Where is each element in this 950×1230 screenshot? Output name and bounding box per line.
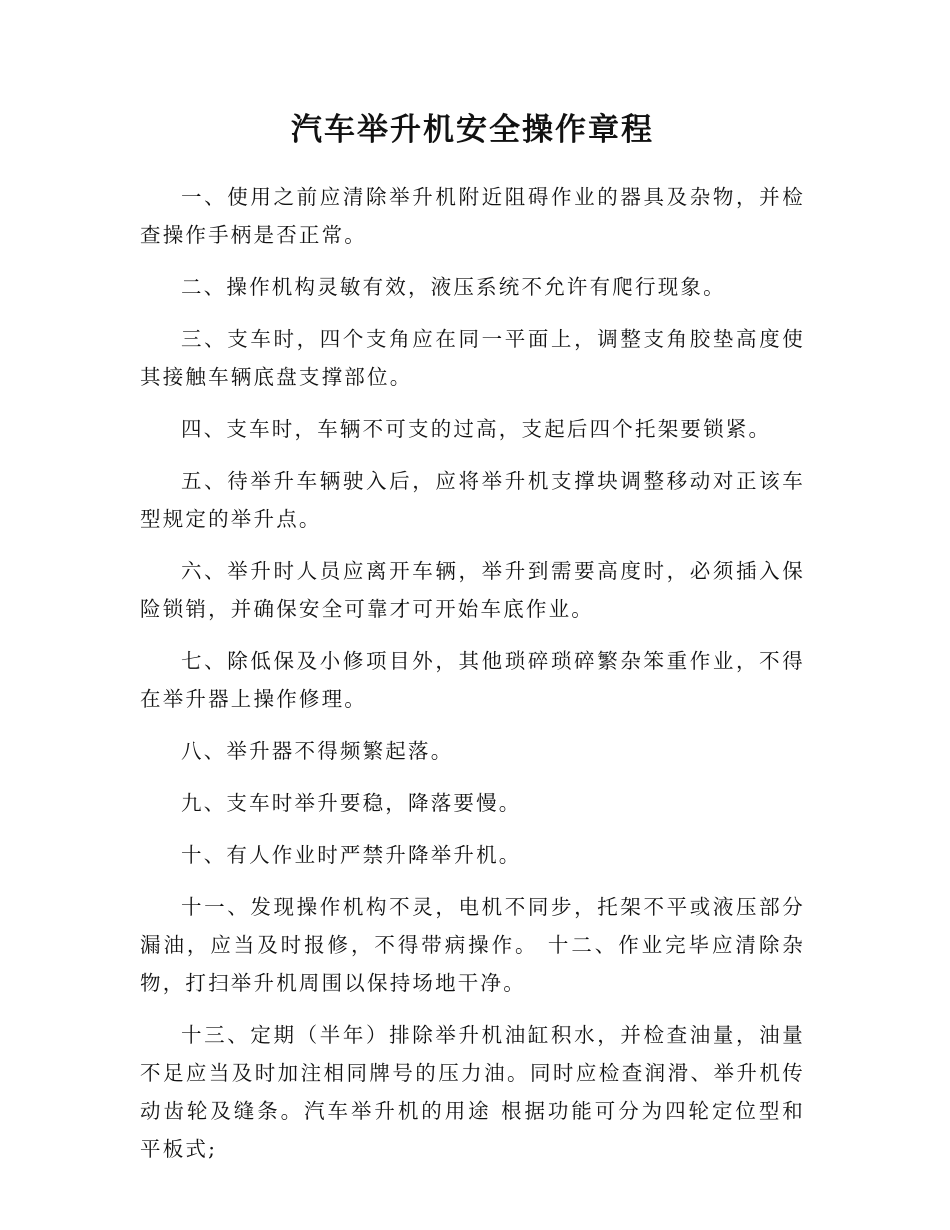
- paragraph-7: 七、除低保及小修项目外，其他琐碎琐碎繁杂笨重作业，不得在举升器上操作修理。: [140, 649, 805, 711]
- paragraph-10: 十、有人作业时严禁升降举升机。: [181, 843, 522, 867]
- paragraph-5: 五、待举升车辆驶入后，应将举升机支撑块调整移动对正该车型规定的举升点。: [140, 469, 805, 531]
- document-title: 汽车举升机安全操作章程: [291, 112, 654, 148]
- paragraph-1: 一、使用之前应清除举升机附近阻碍作业的器具及杂物，并检查操作手柄是否正常。: [140, 185, 805, 247]
- paragraph-3: 三、支车时，四个支角应在同一平面上，调整支角胶垫高度使其接触车辆底盘支撑部位。: [140, 327, 805, 389]
- paragraph-4: 四、支车时，车辆不可支的过高，支起后四个托架要锁紧。: [181, 417, 772, 441]
- document-page: [140, 108, 805, 1182]
- paragraph-2: 二、操作机构灵敏有效，液压系统不允许有爬行现象。: [181, 275, 726, 299]
- paragraph-8: 八、举升器不得频繁起落。: [181, 739, 454, 763]
- paragraph-6: 六、举升时人员应离开车辆，举升到需要高度时，必须插入保险锁销，并确保安全可靠才可开始车底作业。: [140, 559, 805, 621]
- paragraph-12: 十三、定期（半年）排除举升机油缸积水，并检查油量，油量不足应当及时加注相同牌号的压力油。同时应检查润滑、举升机传动齿轮及缝条。汽车举升机的用途 根据功能可分为四轮定位型和平板式;: [140, 1023, 805, 1161]
- paragraph-11: 十一、发现操作机构不灵，电机不同步，托架不平或液压部分漏油，应当及时报修，不得带病操作。 十二、作业完毕应清除杂物，打扫举升机周围以保持场地干净。: [140, 895, 805, 995]
- paragraph-9: 九、支车时举升要稳，降落要慢。: [181, 791, 522, 815]
